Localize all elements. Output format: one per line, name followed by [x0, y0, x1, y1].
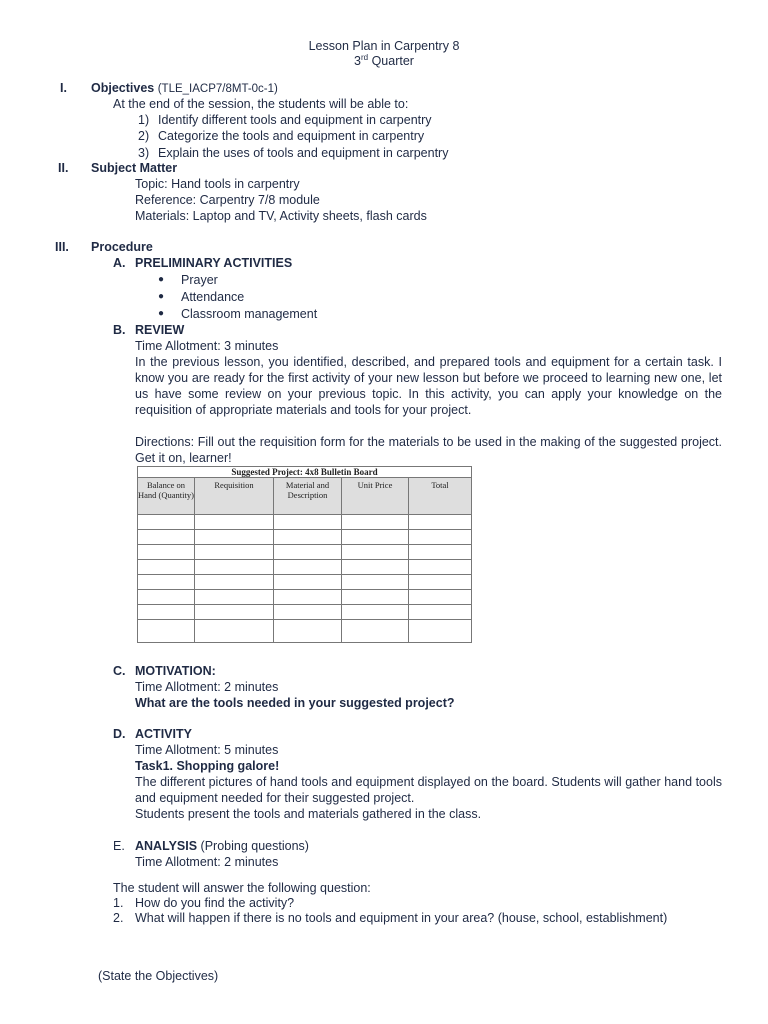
review-paragraph: In the previous lesson, you identified, described, and prepared tools and equipment for a certain task. I know you are ready for the first activity of your new lesson but before we proceed to learning new one, let us have some review on your previous topic. In this activity, you can apply your knowledge on the requisition of appropriate materials and tools for your project. — [135, 355, 722, 417]
bullet-icon: ● — [158, 274, 165, 285]
objective-text: Categorize the tools and equipment in carpentry — [158, 129, 425, 143]
subject-matter-heading: Subject Matter — [91, 161, 178, 175]
table-row — [138, 620, 472, 643]
table-header-cell: Balance on Hand (Quantity) — [138, 478, 195, 515]
step-letter: A. — [113, 256, 126, 270]
motivation-time-allotment: Time Allotment: 2 minutes — [135, 680, 279, 694]
activity-paragraph: The different pictures of hand tools and equipment displayed on the board. Students will gather hand tools and equipment needed for their suggested project. — [135, 775, 722, 805]
footer-note: (State the Objectives) — [98, 969, 219, 983]
objective-num: 1) — [138, 113, 150, 127]
table-row — [138, 545, 472, 560]
table-row — [138, 575, 472, 590]
table-row — [138, 605, 472, 620]
activity-time-allotment: Time Allotment: 5 minutes — [135, 743, 279, 757]
table-row — [138, 560, 472, 575]
question-num: 1. — [113, 896, 124, 910]
step-letter: D. — [113, 727, 126, 741]
objective-num: 2) — [138, 129, 150, 143]
bullet-item: Attendance — [181, 290, 245, 304]
procedure-heading: Procedure — [91, 240, 153, 254]
subject-materials: Materials: Laptop and TV, Activity sheets, flash cards — [135, 209, 427, 223]
bullet-icon: ● — [158, 291, 165, 302]
activity-task: Task1. Shopping galore! — [135, 759, 280, 773]
question-text: How do you find the activity? — [135, 896, 295, 910]
review-heading: REVIEW — [135, 323, 185, 337]
step-letter: B. — [113, 323, 126, 337]
document-title: Lesson Plan in Carpentry 8 — [308, 39, 460, 53]
table-caption: Suggested Project: 4x8 Bulletin Board — [138, 467, 472, 478]
step-letter: C. — [113, 664, 126, 678]
question-text: What will happen if there is no tools and equipment in your area? (house, school, establishment) — [135, 911, 668, 925]
objective-text: Identify different tools and equipment in carpentry — [158, 113, 432, 127]
subject-topic: Topic: Hand tools in carpentry — [135, 177, 300, 191]
step-letter: E. — [113, 839, 125, 853]
table-row — [138, 530, 472, 545]
document-quarter: 3rd Quarter — [354, 53, 414, 68]
subject-reference: Reference: Carpentry 7/8 module — [135, 193, 320, 207]
analysis-heading: ANALYSIS (Probing questions) — [135, 839, 309, 853]
preliminary-activities-heading: PRELIMINARY ACTIVITIES — [135, 256, 293, 270]
table-header-cell: Unit Price — [342, 478, 409, 515]
table-row — [138, 515, 472, 530]
activity-heading: ACTIVITY — [135, 727, 192, 741]
motivation-heading: MOTIVATION: — [135, 664, 216, 678]
question-num: 2. — [113, 911, 124, 925]
requisition-form-table — [137, 466, 472, 643]
review-time-allotment: Time Allotment: 3 minutes — [135, 339, 279, 353]
motivation-question: What are the tools needed in your suggested project? — [135, 696, 455, 710]
objective-text: Explain the uses of tools and equipment in carpentry — [158, 146, 449, 160]
activity-paragraph-2: Students present the tools and materials gathered in the class. — [135, 807, 482, 821]
section-numeral-ii: II. — [58, 161, 69, 175]
review-directions: Directions: Fill out the requisition form for the materials to be used in the making of the suggested project. Get it on, learner! — [135, 435, 722, 465]
objectives-heading: Objectives (TLE_IACP7/8MT-0c-1) — [91, 81, 278, 95]
section-numeral-iii: III. — [55, 240, 69, 254]
analysis-intro: The student will answer the following question: — [113, 881, 371, 895]
objectives-intro: At the end of the session, the students will be able to: — [113, 97, 409, 111]
table-row — [138, 590, 472, 605]
section-numeral-i: I. — [60, 81, 67, 95]
bullet-icon: ● — [158, 308, 165, 319]
bullet-item: Classroom management — [181, 307, 318, 321]
table-header-cell: Material and Description — [274, 478, 342, 515]
table-header-cell: Requisition — [195, 478, 274, 515]
analysis-time-allotment: Time Allotment: 2 minutes — [135, 855, 279, 869]
objective-num: 3) — [138, 146, 150, 160]
bullet-item: Prayer — [181, 273, 218, 287]
table-header-cell: Total — [409, 478, 472, 515]
